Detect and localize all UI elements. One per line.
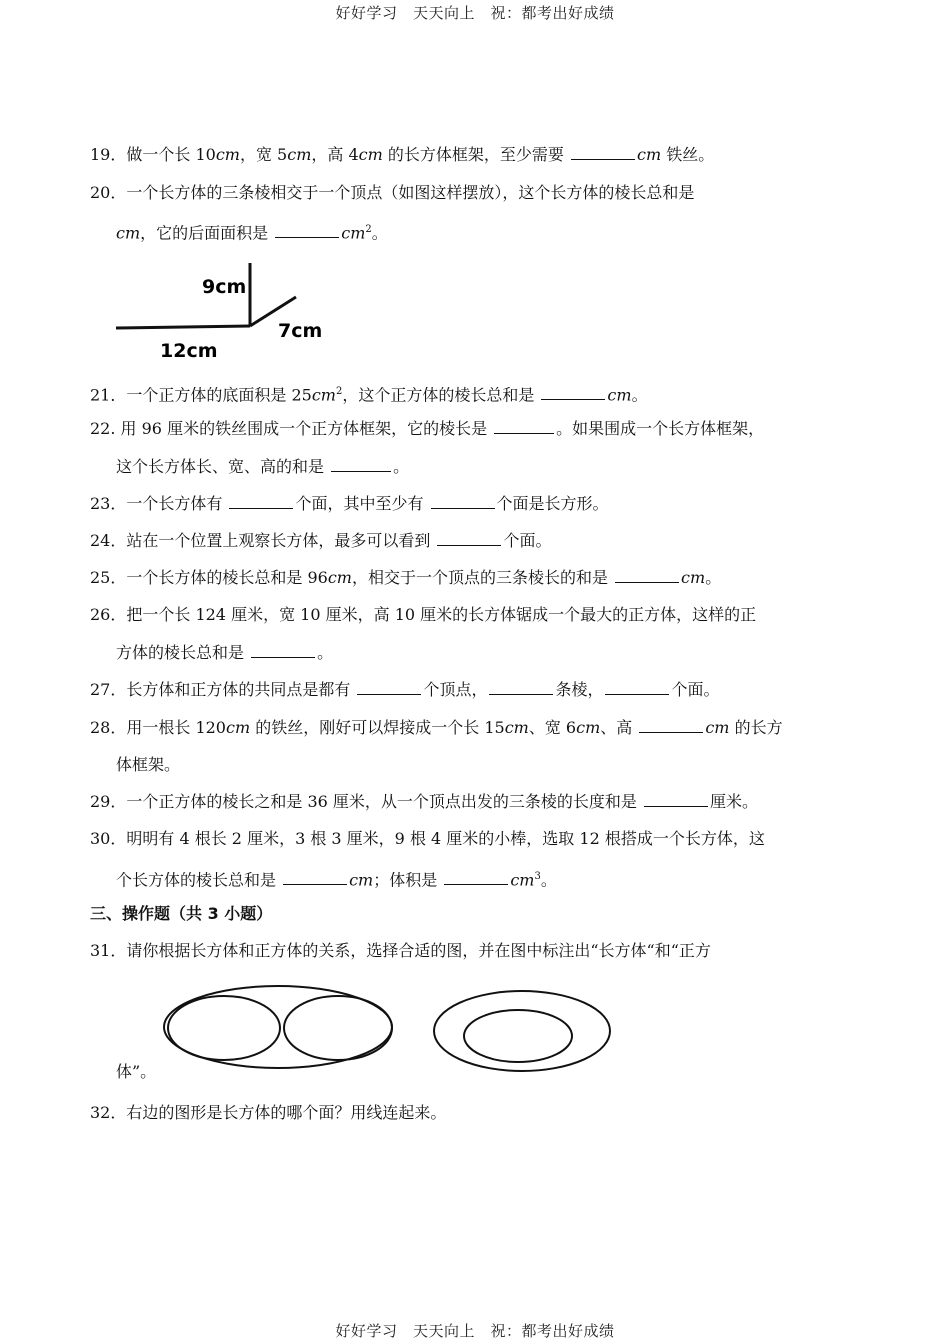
answer-blank[interactable] [437,531,501,546]
length-label: 12cm [160,340,218,362]
question-26-line1: 26．把一个长 124 厘米，宽 10 厘米，高 10 厘米的长方体锯成一个最大的正方体，这样的正 [90,605,757,624]
page-footer: 好好学习 天天向上 祝：都考出好成绩 [335,1322,615,1340]
question-28-line2: 体框架。 [116,755,181,774]
answer-blank[interactable] [331,457,391,472]
length-edge [116,326,250,328]
answer-blank[interactable] [283,870,347,885]
question-24: 24．站在一个位置上观察长方体，最多可以看到 个面。 [90,531,552,550]
answer-blank[interactable] [494,419,554,434]
answer-blank[interactable] [229,494,293,509]
answer-blank[interactable] [571,145,635,160]
question-21: 21．一个正方体的底面积是 $25cm^2$，这个正方体的棱长总和是 cm。 [90,385,648,405]
question-26-line2: 方体的棱长总和是 。 [116,643,334,662]
answer-blank[interactable] [251,643,315,658]
cuboid-edges-figure [112,255,327,365]
question-22-line1: 22. 用 96 厘米的铁丝围成一个正方体框架，它的棱长是 。如果围成一个长方体框架， [90,419,765,438]
nested-ovals-figure[interactable] [432,988,616,1074]
question-25: 25．一个长方体的棱长总和是 96cm，相交于一个顶点的三条棱长的和是 cm。 [90,568,722,587]
question-28-line1: 28．用一根长 120cm 的铁丝，刚好可以焊接成一个长 15cm、宽 6cm、高 cm 的长方 [90,718,783,737]
question-30-line1: 30．明明有 4 根长 2 厘米，3 根 3 厘米，9 根 4 厘米的小棒，选取 12 根搭成一个长方体，这 [90,829,765,848]
section-heading: 三、操作题（共 3 小题） [90,904,273,923]
question-32: 32．右边的图形是长方体的哪个面？用线连起来。 [90,1103,447,1122]
answer-blank[interactable] [275,223,339,238]
answer-blank[interactable] [541,385,605,400]
answer-blank[interactable] [644,792,708,807]
question-29: 29．一个正方体的棱长之和是 36 厘米，从一个顶点出发的三条棱的长度和是 厘米。 [90,792,758,811]
question-20-line1: 20．一个长方体的三条棱相交于一个顶点（如图这样摆放），这个长方体的棱长总和是 [90,183,695,202]
answer-blank[interactable] [489,680,553,695]
question-27: 27．长方体和正方体的共同点是都有 个顶点， 条棱， 个面。 [90,680,720,699]
outer-oval[interactable] [434,991,610,1071]
width-label: 7cm [278,320,323,342]
answer-blank[interactable] [444,870,508,885]
question-20-line2: cm，它的后面面积是 $cm^2$。 [116,223,388,243]
question-31-line1: 31．请你根据长方体和正方体的关系，选择合适的图，并在图中标注出“长方体“和“正方 [90,941,711,960]
answer-blank[interactable] [431,494,495,509]
left-inner-oval[interactable] [168,996,280,1060]
question-23: 23．一个长方体有 个面，其中至少有 个面是长方形。 [90,494,609,513]
page-header: 好好学习 天天向上 祝：都考出好成绩 [335,4,615,22]
question-30-line2: 个长方体的棱长总和是 cm；体积是 $cm^3$。 [116,870,557,890]
right-inner-oval[interactable] [284,996,392,1060]
question-31-line2: 体”。 [116,1062,157,1081]
question-19: 19．做一个长 10cm，宽 5cm，高 4cm 的长方体框架，至少需要 cm 铁丝。 [90,145,715,164]
answer-blank[interactable] [639,718,703,733]
answer-blank[interactable] [357,680,421,695]
inner-oval[interactable] [464,1010,572,1062]
answer-blank[interactable] [615,568,679,583]
height-label: 9cm [202,276,247,298]
answer-blank[interactable] [605,680,669,695]
venn-two-ovals-figure[interactable] [160,982,400,1072]
question-22-line2: 这个长方体长、宽、高的和是 。 [116,457,410,476]
